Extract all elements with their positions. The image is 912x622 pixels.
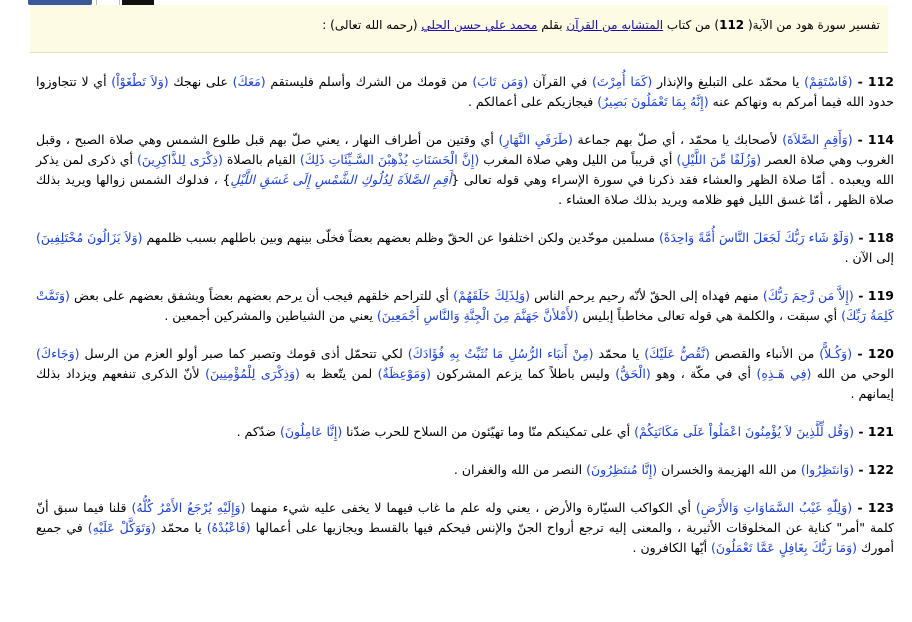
verse-paragraph <box>36 498 894 558</box>
quran-quote: (الْحَقُّ) <box>615 366 651 381</box>
header-from-book: ) من كتاب <box>666 18 720 32</box>
quran-quote: (لأَمْلأنَّ جَهَنَّمَ مِنَ الْجِنَّةِ وَالنَّاسِ أَجْمَعِينَ) <box>376 308 579 323</box>
quran-quote: (إِنَّا مُنتَظِرُونَ) <box>586 462 658 477</box>
quran-quote: (فِي هَـذِهِ) <box>756 366 812 381</box>
commentary-text: أيّها الكافرون . <box>632 540 712 555</box>
commentary-text: على نهجك <box>168 74 233 89</box>
quran-quote: (إِنَّهُ بِمَا تَعْمَلُونَ بَصِيرٌ) <box>597 94 709 109</box>
quran-quote: (وَقُل لِّلَّذِينَ لاَ يُؤْمِنُونَ اعْمَلُواْ عَلَى مَكَانَتِكُمْ) <box>634 424 854 439</box>
quran-quote: (فَاعْبُدْهُ) <box>206 520 251 535</box>
commentary-text: فيجازيكم على أعمالكم . <box>467 94 598 109</box>
verse-paragraph <box>36 422 894 442</box>
book-link[interactable]: المتشابه من القرآن <box>566 18 664 32</box>
author-link[interactable]: محمد علي حسن الحلي <box>421 18 538 32</box>
quran-quote: (وَلِلّهِ غَيْبُ السَّمَاوَاتِ وَالأَرْضِ) <box>695 500 853 515</box>
quran-quote: (نَّقُصُّ عَلَيْكَ) <box>644 346 710 361</box>
commentary-text: أي لا تتجاوزوا حدود الله فيما أمركم به ونهاكم عنه <box>36 74 894 109</box>
verse-number: 118 - <box>853 230 894 245</box>
quran-quote: (وَمَا رَبُّكَ بِغَافِلٍ عَمَّا تَعْمَلُونَ) <box>711 540 858 555</box>
verse-paragraph <box>36 460 894 480</box>
quran-quote: (إِنَّا عَامِلُونَ) <box>279 424 343 439</box>
quran-quote: (وَلِذَلِكَ خَلَقَهُمْ) <box>453 288 530 303</box>
commentary-text: يا محمّد <box>155 520 207 535</box>
title-banner <box>30 5 888 53</box>
commentary-text: لكي تتحمّل أذى قومك وتصبر كما صبر أولو العزم من الرسل <box>79 346 408 361</box>
commentary-text: من الأنباء والقصص <box>709 346 820 361</box>
header-blessing: (رحمه الله تعالى) : <box>322 18 418 32</box>
commentary-text: مسلمين موحّدين ولكن اختلفوا عن الحقّ وظلم بعضهم بعضاً فخلّى بينهم وبين باطلهم بسبب ظلمهم <box>142 230 659 245</box>
commentary-text: في القرآن <box>528 74 592 89</box>
commentary-text: أي للتراحم خلقهم فيجب أن يرحم بعضهم بعضاً ويشفق بعضهم على بعض <box>69 288 454 303</box>
commentary-text: أي الكواكب السيّارة والأرض ، يعني وله علم ما غاب فيهما لا يخفى عليه شيء منهما <box>245 500 696 515</box>
commentary-text: ضدّكم . <box>236 424 280 439</box>
commentary-text: أي قريباً من الليل وهي صلاة المغرب <box>479 152 677 167</box>
verse-number: 119 - <box>853 288 894 303</box>
quran-quote: (كَمَا أُمِرْتَ) <box>591 74 653 89</box>
quran-quote: (وَانتَظِرُوا) <box>800 462 854 477</box>
quran-quote: (وَلَوْ شَاء رَبُّكَ لَجَعَلَ النَّاسَ أُمَّةً وَاحِدَةً) <box>658 230 854 245</box>
commentary-text: في جميع أمورك <box>36 520 894 555</box>
quran-quote: (وَأَقِمِ الصَّلاَةَ) <box>782 132 853 147</box>
quran-quote: (وَلاَ يَزَالُونَ مُخْتَلِفِينَ) <box>36 230 143 245</box>
verse-number: 114 - <box>852 132 894 147</box>
quran-quote: (فَاسْتَقِمْ) <box>804 74 853 89</box>
verse-paragraph <box>36 344 894 404</box>
commentary-text: من الله الهزيمة والخسران <box>657 462 801 477</box>
quran-quote: (وَتَوَكَّلْ عَلَيْهِ) <box>87 520 156 535</box>
header-ayah-number: 112 <box>719 18 745 32</box>
quran-quote: (وَجَاءكَ) <box>36 346 80 361</box>
quran-quote: (وَكُـلاًّ) <box>819 346 853 361</box>
quran-quote: أَقِمِ الصَّلاَةَ لِدُلُوكِ الشَّمْسِ إِلَى غَسَقِ اللَّيْلِ <box>230 172 452 187</box>
header-intro: تفسير سورة هود من الآية( <box>744 18 880 32</box>
commentary-text: أي سبقت ، والكلمة هي قوله تعالى مخاطباً إبليس <box>578 308 842 323</box>
quran-quote: (وَمَوْعِظَةٌ) <box>377 366 431 381</box>
commentary-text: أي على تمكينكم منّا وما تهيّئون من السلاح للحرب ضدّنا <box>342 424 635 439</box>
commentary-text: أي ذكرى لمن يذكر الله ويعبده . أمّا صلاة الظهر والعشاء فقد ذكرنا في سورة الإسراء وهي قوله تعالى { <box>36 152 894 187</box>
commentary-text: قلنا فيما سبق أنّ كلمة "أمر" كناية عن المخلوقات الأثيرية ، والمعنى إليه ترجع أرواح الجنّ والإنس فيحكم فيها بالقسط ويجازيها على أعمالها <box>36 500 894 535</box>
commentary-text: أي في مكّة ، وهو <box>650 366 757 381</box>
quran-quote: (وَإِلَيْهِ يُرْجَعُ الأَمْرُ كُلُّهُ) <box>131 500 246 515</box>
verse-number: 121 - <box>854 424 894 439</box>
commentary-text: لأنّ الذكرى تنفعهم ويزداد بذلك إيمانهم . <box>36 366 894 401</box>
quran-quote: (وَذِكْرَى لِلْمُؤْمِنِينَ) <box>205 366 300 381</box>
commentary-text: النصر من الله والغفران . <box>453 462 587 477</box>
quran-quote: (مِنْ أَنبَاء الرُّسُلِ مَا نُثَبِّتُ بِهِ فُؤَادَكَ) <box>407 346 594 361</box>
commentary-text: الوحي من الله <box>811 366 894 381</box>
commentary-text: منهم فهداه إلى الحقّ لأنّه رحيم يرحم الناس <box>529 288 763 303</box>
commentary-text: أي وقتين من أطراف النهار ، يعني صلّ بهم قبل طلوع الشمس وهي صلاة الصبح ، وقبل الغروب وهي صلاة العصر <box>36 132 894 167</box>
quran-quote: (ذِكْرَى لِلذَّاكِرِينَ) <box>137 152 223 167</box>
tafsir-content <box>36 72 894 576</box>
commentary-text: إلى الآن . <box>844 250 894 265</box>
quran-quote: (مَعَكَ) <box>232 74 266 89</box>
commentary-text: لأصحابك يا محمّد ، أي صلّ بهم جماعة <box>572 132 783 147</box>
commentary-text: لمن يتّعظ به <box>299 366 378 381</box>
commentary-text: وليس باطلاً كما يزعم المشركون <box>430 366 616 381</box>
quran-quote: (وَلاَ تَطْغَوْاْ) <box>111 74 169 89</box>
quran-quote: (إِلاَّ مَن رَّحِمَ رَبُّكَ) <box>762 288 854 303</box>
quran-quote: (إِنَّ الْحَسَنَاتِ يُذْهِبْنَ السَّـيِّئَاتِ ذَلِكَ) <box>299 152 480 167</box>
commentary-text: يعني من الشياطين والمشركين أجمعين . <box>164 308 377 323</box>
verse-number: 122 - <box>854 462 894 477</box>
verse-paragraph <box>36 286 894 326</box>
verse-number: 112 - <box>852 74 894 89</box>
commentary-text: يا محمّد <box>593 346 645 361</box>
verse-paragraph <box>36 130 894 210</box>
commentary-text: يا محمّد على التبليغ والإنذار <box>652 74 805 89</box>
verse-number: 123 - <box>852 500 894 515</box>
header-by: بقلم <box>541 18 563 32</box>
commentary-text: القيام بالصلاة <box>222 152 300 167</box>
quran-quote: (طَرَفَيِ النَّهَارِ) <box>498 132 573 147</box>
commentary-text: من قومك من الشرك وأسلم فليستقم <box>265 74 473 89</box>
quran-quote: (وَزُلَفًا مِّنَ اللَّيْلِ) <box>676 152 762 167</box>
verse-paragraph <box>36 72 894 112</box>
verse-paragraph <box>36 228 894 268</box>
quran-quote: (وَتَمَّتْ كَلِمَةُ رَبِّكَ) <box>36 288 894 323</box>
quran-quote: (وَمَن تَابَ) <box>472 74 529 89</box>
verse-number: 120 - <box>852 346 894 361</box>
commentary-text: } ، فدلوك الشمس زوالها ويريد بذلك صلاة الظهر ، أمّا غسق الليل فهو ظلامه ويريد بذلك صلاة العشاء . <box>36 172 894 207</box>
